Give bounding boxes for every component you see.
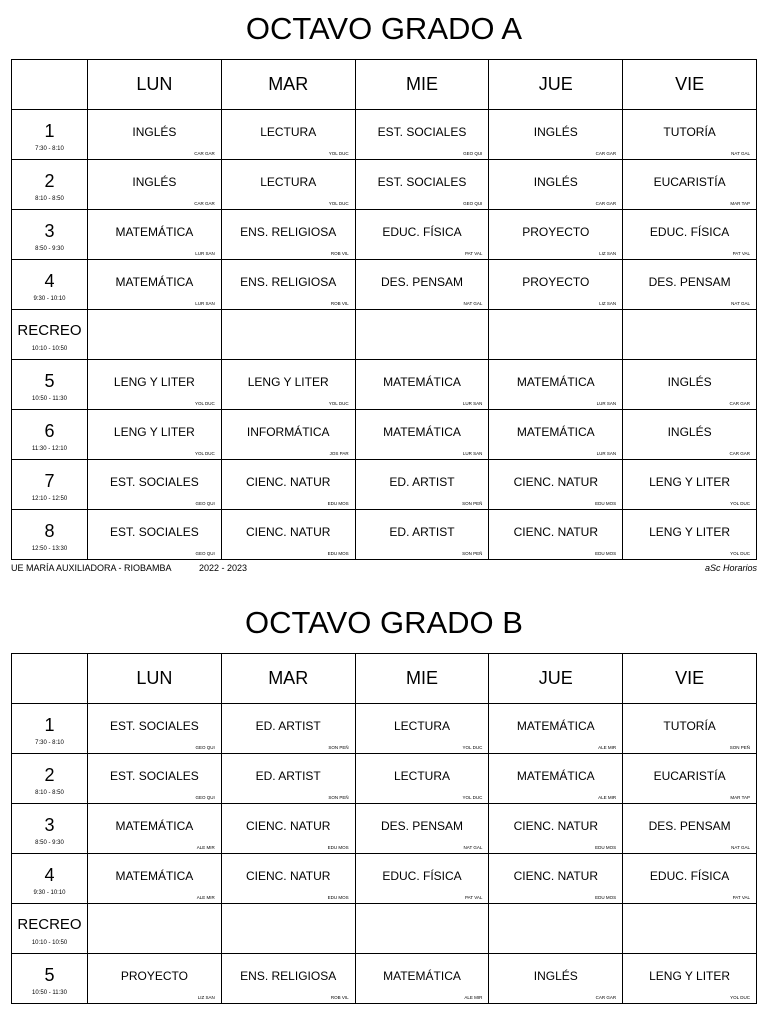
teacher-code: LIZ SAN bbox=[599, 301, 617, 306]
subject-label: MATEMÁTICA bbox=[516, 718, 595, 733]
lesson-cell bbox=[88, 904, 222, 954]
subject-label: EST. SOCIALES bbox=[110, 768, 199, 783]
lesson-cell bbox=[489, 460, 623, 510]
teacher-code: YOL DUC bbox=[328, 151, 349, 156]
subject-label: LENG Y LITER bbox=[649, 474, 731, 489]
lesson-cell bbox=[221, 210, 355, 260]
schedule-octavo-b bbox=[0, 594, 768, 645]
subject-label: CIENC. NATUR bbox=[513, 818, 599, 833]
teacher-code: GEO QUI bbox=[195, 501, 215, 506]
lesson-cell bbox=[489, 160, 623, 210]
teacher-code: YOL DUC bbox=[194, 451, 215, 456]
teacher-code: SON PEÑ bbox=[462, 551, 483, 556]
teacher-code: GEO QUI bbox=[195, 795, 215, 800]
day-header: LUN bbox=[88, 60, 222, 110]
lesson-cell bbox=[88, 804, 222, 854]
footer-year: 2022 - 2023 bbox=[199, 563, 248, 573]
day-header: MAR bbox=[221, 654, 355, 704]
period-number: 3 bbox=[44, 220, 55, 241]
subject-label: LECTURA bbox=[260, 174, 317, 189]
subject-label: EST. SOCIALES bbox=[377, 174, 467, 189]
lesson-cell bbox=[221, 754, 355, 804]
subject-label: EDUC. FÍSICA bbox=[382, 224, 462, 239]
teacher-code: YOL DUC bbox=[328, 201, 349, 206]
day-header: MIE bbox=[355, 654, 489, 704]
subject-label: LENG Y LITER bbox=[113, 374, 195, 389]
teacher-code: ROB VIL bbox=[330, 301, 349, 306]
subject-label: PROYECTO bbox=[522, 274, 590, 289]
subject-label: EST. SOCIALES bbox=[110, 718, 199, 733]
schedule-title: OCTAVO GRADO B bbox=[245, 605, 523, 640]
lesson-cell bbox=[88, 260, 222, 310]
subject-label: EDUC. FÍSICA bbox=[382, 868, 462, 883]
lesson-cell bbox=[623, 310, 757, 360]
subject-label: INGLÉS bbox=[667, 374, 712, 389]
period-cell bbox=[12, 954, 88, 1004]
subject-label: LENG Y LITER bbox=[247, 374, 329, 389]
day-header: MAR bbox=[221, 60, 355, 110]
subject-label: PROYECTO bbox=[522, 224, 590, 239]
lesson-cell bbox=[623, 410, 757, 460]
teacher-code: LUR SAN bbox=[195, 251, 215, 256]
period-cell bbox=[12, 904, 88, 954]
lesson-cell bbox=[489, 310, 623, 360]
teacher-code: YOL DUC bbox=[328, 401, 349, 406]
lesson-cell bbox=[221, 160, 355, 210]
lesson-cell bbox=[221, 310, 355, 360]
period-row bbox=[12, 260, 757, 310]
period-number: 1 bbox=[44, 120, 55, 141]
teacher-code: SON PEÑ bbox=[462, 501, 483, 506]
period-time: 10:50 - 11:30 bbox=[32, 989, 67, 996]
teacher-code: EDU MOS bbox=[327, 845, 349, 850]
subject-label: MATEMÁTICA bbox=[383, 424, 461, 439]
period-time: 8:10 - 8:50 bbox=[35, 789, 64, 796]
teacher-code: YOL DUC bbox=[730, 995, 750, 1000]
lesson-cell bbox=[355, 410, 489, 460]
subject-label: INFORMÁTICA bbox=[246, 424, 330, 439]
footer-software: aSc Horarios bbox=[704, 563, 757, 573]
period-cell bbox=[12, 110, 88, 160]
period-number: 6 bbox=[44, 420, 55, 441]
subject-label: ED. ARTIST bbox=[389, 474, 455, 489]
lesson-cell bbox=[489, 410, 623, 460]
subject-label: EUCARISTÍA bbox=[653, 174, 726, 189]
corner-cell bbox=[12, 654, 88, 704]
period-cell bbox=[12, 310, 88, 360]
lesson-cell bbox=[623, 510, 757, 560]
period-cell bbox=[12, 854, 88, 904]
subject-label: CIENC. NATUR bbox=[513, 474, 599, 489]
period-row bbox=[12, 160, 757, 210]
lesson-cell bbox=[489, 360, 623, 410]
subject-label: LENG Y LITER bbox=[649, 968, 731, 983]
header-row bbox=[12, 60, 757, 110]
break-row bbox=[12, 904, 757, 954]
teacher-code: LUR SAN bbox=[596, 451, 617, 456]
teacher-code: CAR GAR bbox=[595, 201, 617, 206]
lesson-cell bbox=[88, 410, 222, 460]
period-row bbox=[12, 954, 757, 1004]
teacher-code: ROB VIL bbox=[330, 251, 349, 256]
lesson-cell bbox=[623, 360, 757, 410]
lesson-cell bbox=[489, 510, 623, 560]
period-time: 7:30 - 8:10 bbox=[35, 145, 64, 152]
period-time: 8:50 - 9:30 bbox=[35, 245, 64, 252]
lesson-cell bbox=[623, 904, 757, 954]
lesson-cell bbox=[489, 954, 623, 1004]
teacher-code: CAR GAR bbox=[729, 401, 750, 406]
subject-label: EDUC. FÍSICA bbox=[649, 224, 730, 239]
period-number: RECREO bbox=[17, 915, 82, 933]
subject-label: CIENC. NATUR bbox=[245, 868, 331, 883]
schedule-title: OCTAVO GRADO A bbox=[245, 11, 523, 46]
day-header: MIE bbox=[355, 60, 489, 110]
lesson-cell bbox=[221, 704, 355, 754]
teacher-code: NAT GAL bbox=[731, 151, 750, 156]
lesson-cell bbox=[489, 210, 623, 260]
day-header: JUE bbox=[489, 654, 623, 704]
lesson-cell bbox=[489, 904, 623, 954]
lesson-cell bbox=[355, 704, 489, 754]
period-row bbox=[12, 210, 757, 260]
lesson-cell bbox=[355, 260, 489, 310]
subject-label: EST. SOCIALES bbox=[377, 124, 467, 139]
lesson-cell bbox=[489, 854, 623, 904]
lesson-cell bbox=[355, 510, 489, 560]
lesson-cell bbox=[88, 160, 222, 210]
teacher-code: ALE MIR bbox=[598, 745, 617, 750]
subject-label: PROYECTO bbox=[120, 968, 188, 983]
teacher-code: EDU MOS bbox=[595, 845, 617, 850]
subject-label: CIENC. NATUR bbox=[245, 524, 331, 539]
subject-label: MATEMÁTICA bbox=[115, 274, 194, 289]
subject-label: MATEMÁTICA bbox=[516, 768, 595, 783]
period-number: RECREO bbox=[17, 321, 82, 339]
period-number: 5 bbox=[44, 964, 55, 985]
period-time: 10:10 - 10:50 bbox=[31, 939, 68, 946]
subject-label: ENS. RELIGIOSA bbox=[240, 274, 337, 289]
period-row bbox=[12, 510, 757, 560]
teacher-code: LIZ SAN bbox=[197, 995, 215, 1000]
subject-label: ENS. RELIGIOSA bbox=[240, 224, 337, 239]
period-time: 12:50 - 13:30 bbox=[31, 545, 68, 552]
teacher-code: LUR SAN bbox=[462, 451, 483, 456]
period-cell bbox=[12, 804, 88, 854]
subject-label: CIENC. NATUR bbox=[513, 868, 599, 883]
teacher-code: PAT VAL bbox=[732, 251, 750, 256]
period-row bbox=[12, 110, 757, 160]
teacher-code: LUR SAN bbox=[195, 301, 215, 306]
period-row bbox=[12, 854, 757, 904]
teacher-code: ALE MIR bbox=[196, 895, 215, 900]
subject-label: EST. SOCIALES bbox=[110, 474, 199, 489]
subject-label: EDUC. FÍSICA bbox=[649, 868, 730, 883]
period-number: 7 bbox=[44, 470, 55, 491]
teacher-code: SON PEÑ bbox=[328, 745, 349, 750]
subject-label: CIENC. NATUR bbox=[513, 524, 599, 539]
teacher-code: PAT VAL bbox=[464, 895, 483, 900]
period-row bbox=[12, 460, 757, 510]
teacher-code: NAT GAL bbox=[731, 301, 750, 306]
lesson-cell bbox=[623, 110, 757, 160]
period-number: 5 bbox=[44, 370, 55, 391]
lesson-cell bbox=[489, 260, 623, 310]
teacher-code: EDU MOS bbox=[595, 895, 617, 900]
lesson-cell bbox=[88, 360, 222, 410]
lesson-cell bbox=[623, 954, 757, 1004]
subject-label: ED. ARTIST bbox=[255, 768, 321, 783]
teacher-code: ROB VIL bbox=[330, 995, 349, 1000]
period-number: 4 bbox=[44, 270, 55, 291]
subject-label: MATEMÁTICA bbox=[115, 818, 194, 833]
lesson-cell bbox=[355, 754, 489, 804]
period-time: 9:30 - 10:10 bbox=[33, 295, 66, 302]
day-header: LUN bbox=[88, 654, 222, 704]
period-time: 12:10 - 12:50 bbox=[31, 495, 68, 502]
subject-label: INGLÉS bbox=[533, 124, 578, 139]
subject-label: TUTORÍA bbox=[663, 124, 716, 139]
lesson-cell bbox=[88, 210, 222, 260]
timetable bbox=[11, 653, 757, 1004]
day-header: VIE bbox=[623, 654, 757, 704]
subject-label: DES. PENSAM bbox=[648, 274, 731, 289]
lesson-cell bbox=[623, 804, 757, 854]
subject-label: EST. SOCIALES bbox=[110, 524, 199, 539]
subject-label: INGLÉS bbox=[667, 424, 712, 439]
footer-school: UE MARÍA AUXILIADORA - RIOBAMBA bbox=[11, 563, 172, 573]
period-cell bbox=[12, 460, 88, 510]
lesson-cell bbox=[355, 210, 489, 260]
teacher-code: GEO QUI bbox=[195, 745, 215, 750]
teacher-code: EDU MOS bbox=[327, 551, 349, 556]
period-number: 4 bbox=[44, 864, 55, 885]
teacher-code: NAT GAL bbox=[463, 301, 483, 306]
lesson-cell bbox=[355, 954, 489, 1004]
lesson-cell bbox=[221, 804, 355, 854]
teacher-code: ALE MIR bbox=[598, 795, 617, 800]
period-number: 3 bbox=[44, 814, 55, 835]
timetable bbox=[11, 59, 757, 560]
teacher-code: PAT VAL bbox=[732, 895, 750, 900]
subject-label: INGLÉS bbox=[533, 174, 578, 189]
subject-label: ED. ARTIST bbox=[389, 524, 455, 539]
lesson-cell bbox=[623, 854, 757, 904]
subject-label: CIENC. NATUR bbox=[245, 818, 331, 833]
teacher-code: CAR GAR bbox=[194, 201, 215, 206]
lesson-cell bbox=[221, 260, 355, 310]
subject-label: LENG Y LITER bbox=[649, 524, 731, 539]
teacher-code: CAR GAR bbox=[194, 151, 215, 156]
period-number: 2 bbox=[44, 764, 55, 785]
subject-label: MATEMÁTICA bbox=[516, 374, 595, 389]
header-row bbox=[12, 654, 757, 704]
lesson-cell bbox=[489, 804, 623, 854]
lesson-cell bbox=[221, 410, 355, 460]
lesson-cell bbox=[623, 210, 757, 260]
period-cell bbox=[12, 160, 88, 210]
period-number: 2 bbox=[44, 170, 55, 191]
teacher-code: YOL DUC bbox=[730, 501, 750, 506]
lesson-cell bbox=[355, 904, 489, 954]
period-number: 1 bbox=[44, 714, 55, 735]
teacher-code: GEO QUI bbox=[463, 151, 483, 156]
lesson-cell bbox=[355, 310, 489, 360]
lesson-cell bbox=[489, 754, 623, 804]
lesson-cell bbox=[623, 754, 757, 804]
teacher-code: MAR TAP bbox=[730, 795, 750, 800]
period-row bbox=[12, 410, 757, 460]
teacher-code: JOS PAR bbox=[329, 451, 349, 456]
break-row bbox=[12, 310, 757, 360]
teacher-code: EDU MOS bbox=[327, 895, 349, 900]
subject-label: LECTURA bbox=[260, 124, 317, 139]
period-time: 10:10 - 10:50 bbox=[31, 345, 68, 352]
period-row bbox=[12, 704, 757, 754]
day-header: VIE bbox=[623, 60, 757, 110]
lesson-cell bbox=[221, 110, 355, 160]
lesson-cell bbox=[88, 460, 222, 510]
subject-label: DES. PENSAM bbox=[380, 818, 463, 833]
teacher-code: PAT VAL bbox=[464, 251, 483, 256]
teacher-code: GEO QUI bbox=[463, 201, 483, 206]
period-cell bbox=[12, 260, 88, 310]
teacher-code: YOL DUC bbox=[730, 551, 750, 556]
subject-label: MATEMÁTICA bbox=[115, 868, 194, 883]
period-cell bbox=[12, 360, 88, 410]
period-row bbox=[12, 360, 757, 410]
teacher-code: EDU MOS bbox=[595, 501, 617, 506]
period-cell bbox=[12, 704, 88, 754]
lesson-cell bbox=[88, 704, 222, 754]
period-row bbox=[12, 804, 757, 854]
subject-label: MATEMÁTICA bbox=[516, 424, 595, 439]
lesson-cell bbox=[355, 460, 489, 510]
corner-cell bbox=[12, 60, 88, 110]
teacher-code: ALE MIR bbox=[196, 845, 215, 850]
period-cell bbox=[12, 410, 88, 460]
lesson-cell bbox=[489, 704, 623, 754]
lesson-cell bbox=[355, 360, 489, 410]
subject-label: LECTURA bbox=[393, 718, 450, 733]
lesson-cell bbox=[355, 160, 489, 210]
teacher-code: CAR GAR bbox=[729, 451, 750, 456]
teacher-code: CAR GAR bbox=[595, 995, 617, 1000]
subject-label: INGLÉS bbox=[533, 968, 578, 983]
lesson-cell bbox=[355, 854, 489, 904]
lesson-cell bbox=[88, 510, 222, 560]
subject-label: INGLÉS bbox=[132, 124, 177, 139]
period-time: 10:50 - 11:30 bbox=[32, 395, 67, 402]
lesson-cell bbox=[221, 904, 355, 954]
subject-label: INGLÉS bbox=[132, 174, 177, 189]
subject-label: LECTURA bbox=[393, 768, 450, 783]
subject-label: LENG Y LITER bbox=[113, 424, 195, 439]
teacher-code: CAR GAR bbox=[595, 151, 617, 156]
period-time: 9:30 - 10:10 bbox=[33, 889, 66, 896]
teacher-code: NAT GAL bbox=[463, 845, 483, 850]
teacher-code: EDU MOS bbox=[327, 501, 349, 506]
teacher-code: NAT GAL bbox=[731, 845, 750, 850]
lesson-cell bbox=[221, 510, 355, 560]
period-time: 11:30 - 12:10 bbox=[32, 445, 67, 452]
day-header: JUE bbox=[489, 60, 623, 110]
subject-label: DES. PENSAM bbox=[648, 818, 731, 833]
subject-label: CIENC. NATUR bbox=[245, 474, 331, 489]
subject-label: ED. ARTIST bbox=[255, 718, 321, 733]
lesson-cell bbox=[221, 854, 355, 904]
lesson-cell bbox=[88, 954, 222, 1004]
lesson-cell bbox=[88, 854, 222, 904]
lesson-cell bbox=[623, 160, 757, 210]
teacher-code: YOL DUC bbox=[462, 795, 483, 800]
teacher-code: SON PEÑ bbox=[729, 745, 750, 750]
subject-label: EUCARISTÍA bbox=[653, 768, 726, 783]
period-time: 7:30 - 8:10 bbox=[35, 739, 64, 746]
teacher-code: YOL DUC bbox=[462, 745, 483, 750]
lesson-cell bbox=[88, 110, 222, 160]
period-time: 8:50 - 9:30 bbox=[35, 839, 64, 846]
lesson-cell bbox=[355, 804, 489, 854]
subject-label: DES. PENSAM bbox=[380, 274, 463, 289]
subject-label: ENS. RELIGIOSA bbox=[240, 968, 337, 983]
lesson-cell bbox=[489, 110, 623, 160]
lesson-cell bbox=[88, 310, 222, 360]
lesson-cell bbox=[623, 260, 757, 310]
teacher-code: LIZ SAN bbox=[599, 251, 617, 256]
teacher-code: SON PEÑ bbox=[328, 795, 349, 800]
teacher-code: LUR SAN bbox=[462, 401, 483, 406]
period-cell bbox=[12, 210, 88, 260]
subject-label: MATEMÁTICA bbox=[115, 224, 194, 239]
lesson-cell bbox=[623, 704, 757, 754]
subject-label: TUTORÍA bbox=[663, 718, 716, 733]
lesson-cell bbox=[221, 360, 355, 410]
teacher-code: GEO QUI bbox=[195, 551, 215, 556]
period-cell bbox=[12, 754, 88, 804]
lesson-cell bbox=[88, 754, 222, 804]
lesson-cell bbox=[221, 954, 355, 1004]
teacher-code: LUR SAN bbox=[596, 401, 617, 406]
lesson-cell bbox=[355, 110, 489, 160]
period-cell bbox=[12, 510, 88, 560]
teacher-code: YOL DUC bbox=[194, 401, 215, 406]
lesson-cell bbox=[221, 460, 355, 510]
period-time: 8:10 - 8:50 bbox=[35, 195, 64, 202]
teacher-code: ALE MIR bbox=[464, 995, 483, 1000]
subject-label: MATEMÁTICA bbox=[383, 968, 461, 983]
teacher-code: MAR TAP bbox=[730, 201, 750, 206]
period-number: 8 bbox=[44, 520, 55, 541]
subject-label: MATEMÁTICA bbox=[383, 374, 461, 389]
period-row bbox=[12, 754, 757, 804]
lesson-cell bbox=[623, 460, 757, 510]
teacher-code: EDU MOS bbox=[595, 551, 617, 556]
